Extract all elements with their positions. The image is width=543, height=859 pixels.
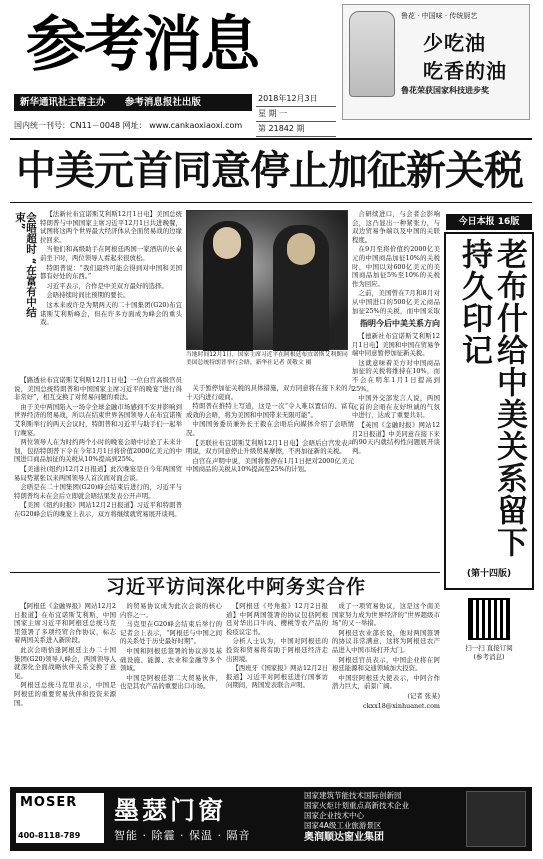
ad-phone: 400-8118-789 bbox=[18, 831, 81, 840]
second-story-col4: 成了一项贸易协议，这是这个南美国家努力成为世界经济的“世界超级市场”的又一举措。 阿根廷农业部长说，他对两国签署的协议非常满意，这将为阿根廷农产品进入中国市场打开大门。 阿根廷官员表示，中国企业将在阿根廷能源和交通领域加大投资。 中国驻阿根廷大使表示，中阿合作潜力巨大，前景广阔。 (记者 张某) ckxx18@xinhuanet.com bbox=[332, 602, 440, 710]
main-headline[interactable]: 中美元首同意停止加征新关税 bbox=[16, 148, 523, 194]
issue-number: 第 21842 期 bbox=[256, 122, 336, 137]
sidebar-page-ref: (第十四版) bbox=[466, 569, 512, 579]
second-story-col1: 【阿根廷《金融界报》网站12月2日报道】在布宜诺斯艾利斯，中国国家主席习近平和阿根廷总统马克里签署了多项经贸合作协议，标志着两国关系进入新阶段。 此次会晤恰逢阿根廷主办二十国集团(G20)领导人峰会，两国领导人就深化全面战略伙伴关系交换了意见。 阿根廷总统马克里表示，中国是阿根廷的重要贸易伙伴和投资来源国。 bbox=[14, 602, 116, 707]
side-headline: 会晤超时 “在富有中结束” bbox=[14, 212, 37, 318]
qr-code-icon bbox=[468, 598, 510, 640]
second-story-col3: 【阿根廷《号角报》12月2日报道】中阿两国签署的协议包括阿根廷对华出口牛肉、樱桃等农产品的检疫议定书。 分析人士认为，中国对阿根廷的投资和贸易将有助于阿根廷经济走出困境。 【西班牙《国家报》网站12月2日报道】习近平对阿根廷进行国事访问期间，两国发表联合声明。 bbox=[226, 602, 328, 690]
ad-line-3: 鲁花荣获国家科技进步奖 bbox=[401, 86, 489, 95]
top-advertisement[interactable] bbox=[342, 4, 530, 120]
main-story-col1b: 【路透社布宜诺斯艾利斯12月1日电】一位白宫高级官员说，美国总统特朗普和中国国家主席习近平的晚宴“进行得非常好”，相互交换了对贸易问题的看法。 由于美中两国陷入一场令全球金融市场感到不安并影响到世界经济的贸易战，所以在结束世界各国领导人在布宜诺斯艾利斯举行的两天会议时，特朗普和习近平与助手们一起举行晚宴。 两位领导人在为时约两个小时的晚宴会晤中讨论了未来计划，包括特朗普下令在今年1月1日将价值2000亿美元的中国进口商品加征的关税从10%提高到25%。 【美通社(纽约)12月2日报道】此次晚宴是自今年两国贸易局势紧张以来两国领导人首次面对面会谈。 会晤是在二十国集团(G20)峰会结束后进行的，习近平与特朗普均未在会后立即就会晤结果发表公开声明。 【美国《纽约时报》网站12月2日报道】习近平和特朗普在G20峰会后的晚宴上表示，双方将继续就贸易展开谈判。 bbox=[14, 376, 182, 518]
subscribe-qr[interactable] bbox=[444, 592, 534, 672]
main-story-col4b: 【德新社布宜诺斯艾利斯12月1日电】美国和中国在贸易争端中同意暂停加征新关税。 这就意味着美方对中国商品加征的关税将维持在10%，而不会在明年1月1日提高到25%。 中国外交部发言人说，两国元首的会晤在友好坦诚的气氛中进行，达成了重要共识。 【英国《金融时报》网站12月2日报道】中美同意在接下来的90天内就结构性问题展开谈判。 bbox=[352, 332, 440, 455]
main-story-col4: 合研续进口，与会者会影响会，这凸显出一种紧张力，与双边贸易争端以及中国的关联程度。 在9月至将价值约2000亿美元的中国商品加征10%的关税时，中国以对600亿美元的美国商品加征5%至10%的关税作为回应。 之前，美国曾在7月和8月对从中国进口的500亿美元商品加征25%的关税，而中国采取 bbox=[352, 210, 440, 315]
ad-brand-name: 墨瑟门窗 bbox=[114, 796, 227, 825]
serial-number: 国内统一刊号：CN11－0048 bbox=[14, 121, 121, 130]
second-headline[interactable]: 习近平访问深化中阿务实合作 bbox=[105, 576, 366, 598]
website-link[interactable]: www.cankaoxiaoxi.com bbox=[149, 121, 243, 130]
publication-info bbox=[14, 120, 254, 134]
oil-bottle-image bbox=[349, 11, 395, 97]
masthead-divider bbox=[10, 138, 532, 140]
ad-portrait-image bbox=[466, 791, 526, 847]
qr-caption: 扫一扫 直接订阅 (参考消息) bbox=[465, 644, 513, 661]
newspaper-title: 参考消息 bbox=[26, 10, 258, 80]
date-box bbox=[256, 92, 336, 140]
ad-company: 奥润顺达窗业集团 bbox=[304, 832, 384, 843]
issue-date: 2018年12月3日 bbox=[256, 92, 336, 107]
col4-subhead: 指明今后中美关系方向 bbox=[360, 319, 440, 328]
headline-divider bbox=[10, 202, 532, 203]
section-divider bbox=[10, 572, 440, 573]
bottom-advertisement[interactable] bbox=[10, 787, 532, 851]
tagline-left: 新华通讯社主管主办 bbox=[20, 97, 106, 108]
second-story-col2: 的贸易协议成为此次会谈的核心内容之一。 马克里在G20峰会结束后举行的记者会上表示，“阿根廷与中国之间的关系处于历史最好时期”。 中国和阿根廷签署的协议涉及基础设施、能源、农业和金融等多个领域。 中国是阿根廷第二大贸易伙伴，也是其农产品的重要出口市场。 bbox=[120, 602, 222, 691]
person-face bbox=[287, 233, 315, 265]
issue-weekday: 星 期 一 bbox=[256, 107, 336, 122]
moser-logo bbox=[16, 793, 104, 843]
ad-credentials: 国家建筑节能技术国际创新园 国家火炬计划重点高新技术企业 国家企业技术中心 国家4A级工业旅游景区 奥润顺达窗业集团 bbox=[304, 791, 454, 843]
website-label: 网址： bbox=[122, 121, 147, 130]
summit-photo[interactable] bbox=[186, 210, 348, 350]
masthead-tagline-bar bbox=[14, 94, 252, 111]
sidebar-tag: 今日本报 16版 bbox=[446, 214, 532, 230]
tagline-right: 参考消息报社出版 bbox=[124, 97, 201, 108]
person-face bbox=[213, 227, 241, 259]
ad-line-1: 少吃油 bbox=[423, 31, 486, 55]
main-story-col1: 【法新社布宜诺斯艾利斯12月1日电】美国总统特朗普与中国国家主席习近平12月1日共进晚餐，试图将这两个世界最大经济体从全面贸易战的边缘拉回来。 当他们和高级助手在阿根廷两国一家酒店的长桌前坐下时，两位领导人看起来很放松。 特朗普说：“我们最终可能会得到对中国和美国都有好处的东西。” 习近平表示，合作是中美双方最好的选择。 会晤持续时间比预期的要长。 这本来或许是为期两天的二十国集团(G20)布宜诺斯艾利斯峰会，但在许多方面成为峰会的重头戏。 bbox=[40, 210, 182, 327]
photo-caption: 当地时间12月1日，国家主席习近平在阿根廷布宜诺斯艾利斯同美国总统特朗普举行会晤。新华社记者 黄敬文 摄 bbox=[186, 352, 348, 366]
ad-brand: 鲁花 · 中国味 · 传统厨艺 bbox=[401, 12, 478, 20]
main-story-col3: 关于暂停加征关税的具体措施，双方同意将在接下来的九十天内进行磋商。 特朗普在推特上写道，这是一次“令人难以置信的、富有成效的会晤，将为美国和中国带来无限可能”。 中国国务委员兼外长王毅在会晤后向媒体介绍了会晤情况。 【美联社布宜诺斯艾利斯12月1日电】会晤后白宫发表声明说，双方同意停止升级贸易摩擦，不再加征新的关税。 白宫在声明中说，美国将暂停在1月1日把对2000亿美元中国商品的关税从10%提高至25%的计划。 bbox=[186, 384, 354, 474]
ad-features: 智能 · 除霾 · 保温 · 隔音 bbox=[114, 829, 251, 842]
ad-line-2: 吃香的油 bbox=[423, 59, 507, 83]
sidebar-title[interactable]: 老布什给中美关系留下持久印记 bbox=[456, 238, 527, 558]
logo-text: MOSER bbox=[20, 795, 78, 810]
